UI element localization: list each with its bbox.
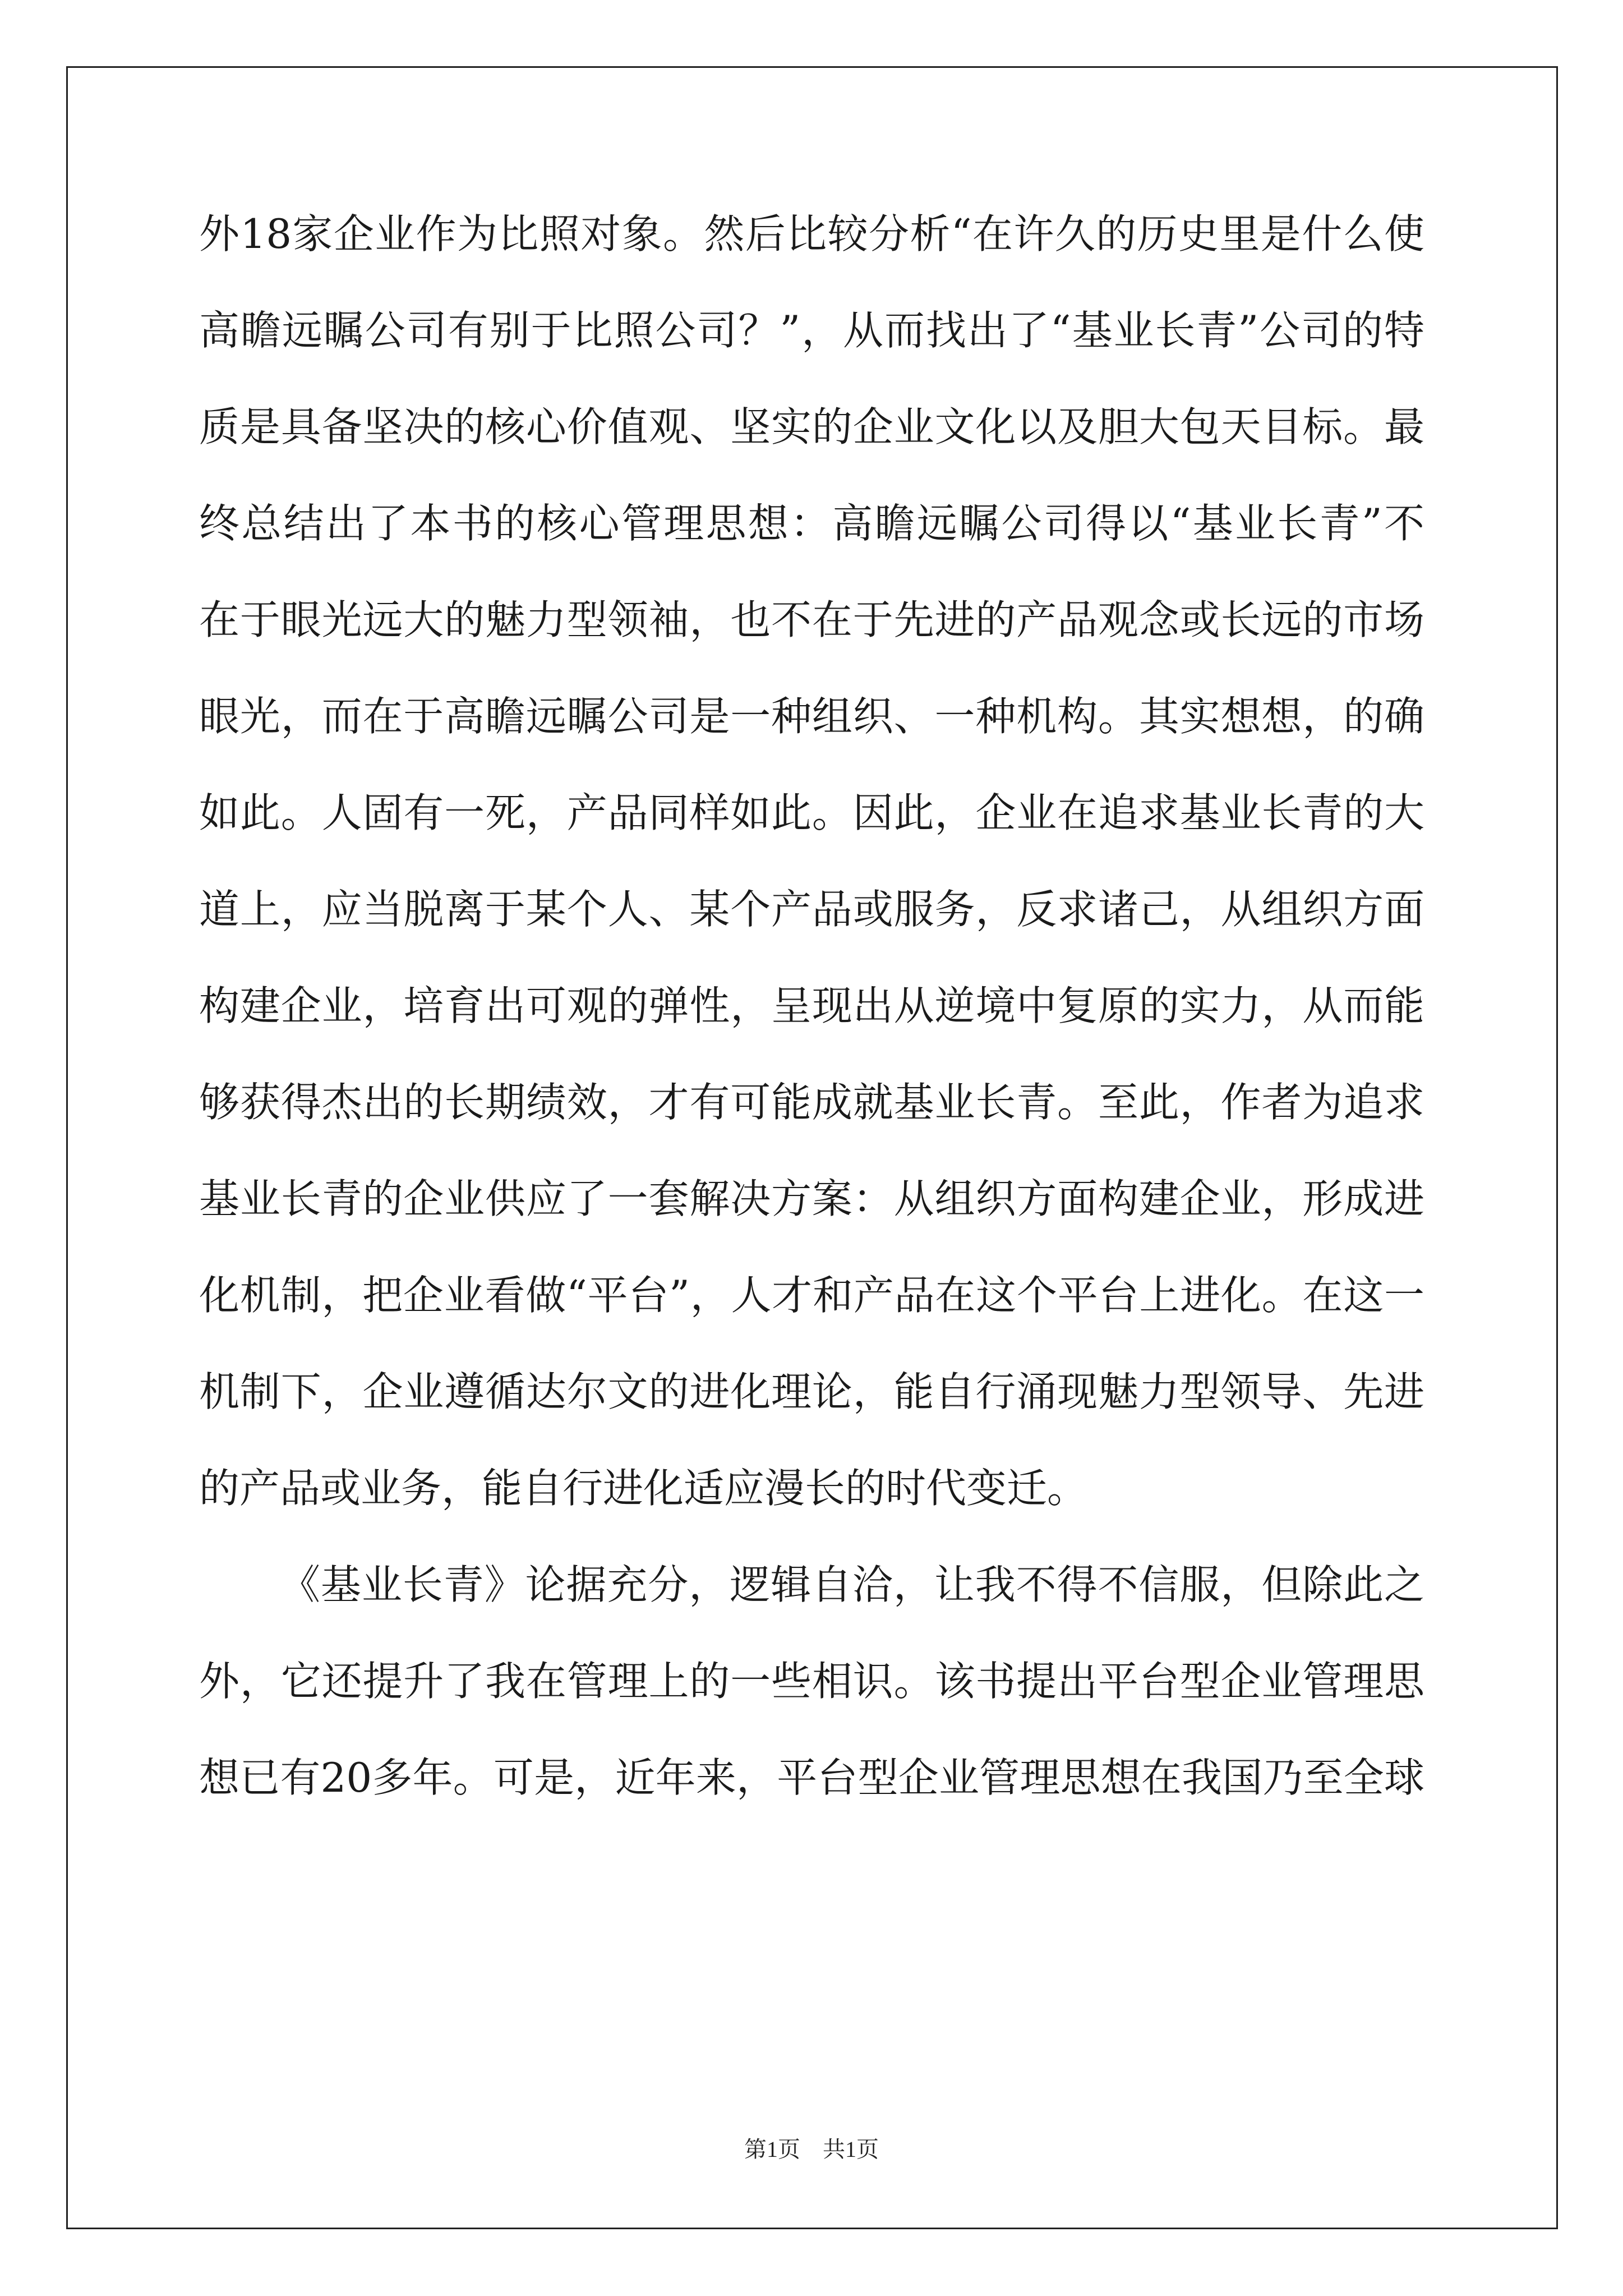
text-line: 外18家企业作为比照对象。然后比较分析“在许久的历史里是什么使 [199,210,1424,257]
page-number-footer: 第1页 共1页 [744,2137,879,2162]
text-line: 终总结出了本书的核心管理思想：高瞻远瞩公司得以“基业长青”不 [199,500,1424,547]
paragraph-1 [199,209,1424,1559]
text-line: 在于眼光远大的魅力型领袖，也不在于先进的产品观念或长远的市场 [199,596,1424,643]
text-line: 如此。人固有一死，产品同样如此。因此，企业在追求基业长青的大 [199,789,1424,836]
paragraph-2 [199,1559,1424,1849]
text-line: 《基业长青》论据充分，逻辑自洽，让我不得不信服，但除此之 [280,1561,1424,1608]
text-line: 化机制，把企业看做“平台”，人才和产品在这个平台上进化。在这一 [199,1272,1424,1319]
document-body [199,209,1424,1849]
text-line: 基业长青的企业供应了一套解决方案：从组织方面构建企业，形成进 [199,1175,1424,1222]
text-line: 想已有20多年。可是，近年来，平台型企业管理思想在我国乃至全球 [199,1754,1424,1801]
text-line: 眼光，而在于高瞻远瞩公司是一种组织、一种机构。其实想想，的确 [199,693,1424,740]
text-line: 构建企业，培育出可观的弹性，呈现出从逆境中复原的实力，从而能 [199,982,1424,1029]
text-line: 够获得杰出的长期绩效，才有可能成就基业长青。至此，作者为追求 [199,1079,1424,1126]
text-line: 道上，应当脱离于某个人、某个产品或服务，反求诸己，从组织方面 [199,886,1424,933]
text-line: 的产品或业务，能自行进化适应漫长的时代变迁。 [199,1465,1088,1512]
text-line: 机制下，企业遵循达尔文的进化理论，能自行涌现魅力型领导、先进 [199,1368,1424,1415]
text-line: 外，它还提升了我在管理上的一些相识。该书提出平台型企业管理思 [199,1658,1424,1705]
text-line: 高瞻远瞩公司有别于比照公司？”，从而找出了“基业长青”公司的特 [199,307,1424,354]
text-line: 质是具备坚决的核心价值观、坚实的企业文化以及胆大包天目标。最 [199,403,1424,450]
